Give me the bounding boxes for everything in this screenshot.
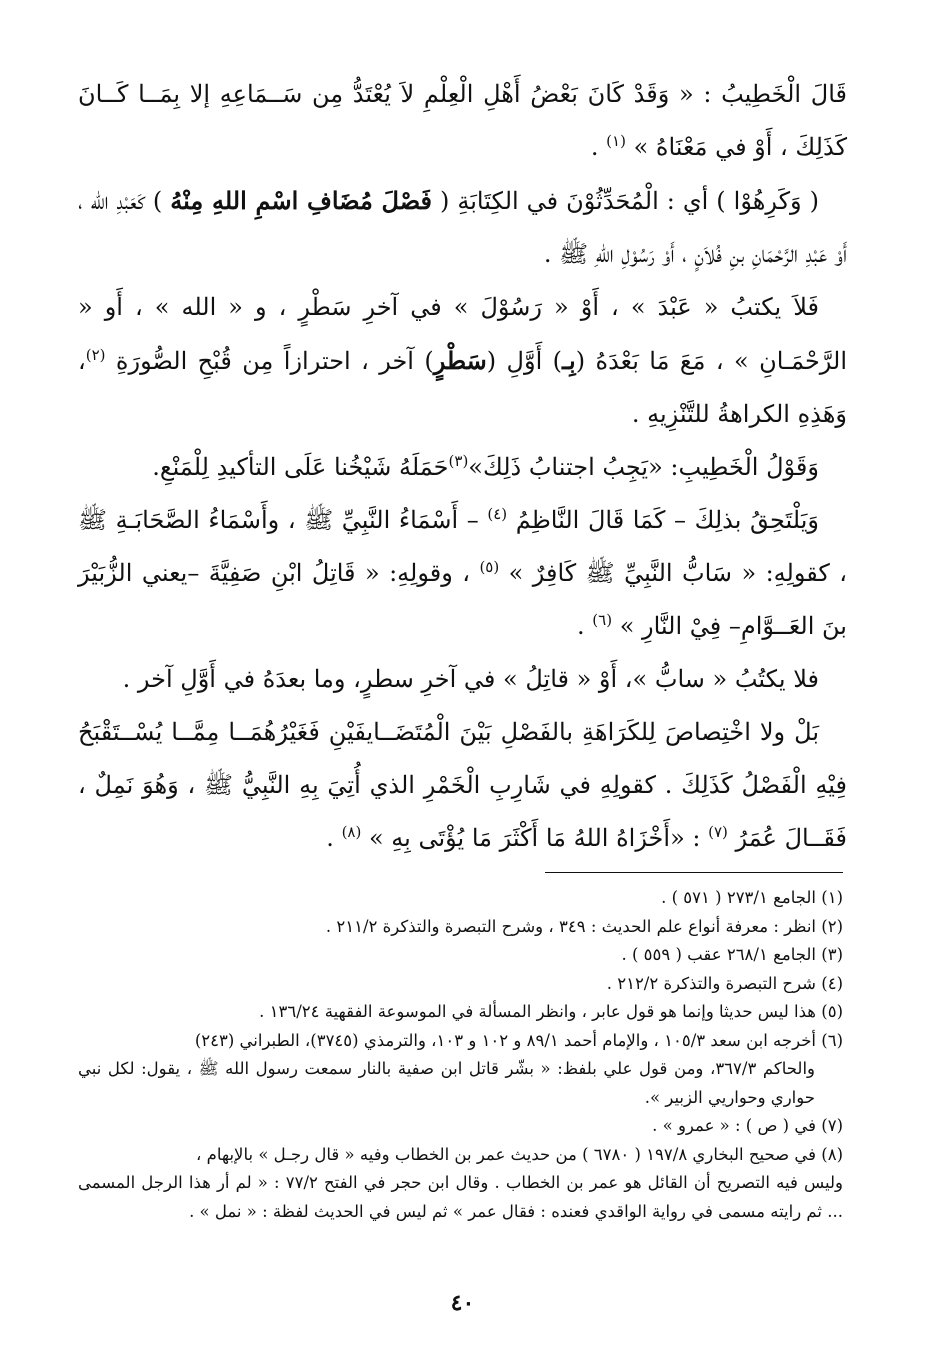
text-run: ( وَكَرِهُوْا ) أي : الْمُحَدِّثُوْنَ في الكِتَابَةِ ( — [432, 187, 819, 215]
text-run: ) كَعَبْدِ الله ، أَوْ عَبْدِ الرَّحْمَانِ بنِ فُلاَنٍ ، أَوْ رَسُوْلِ اللهِ ﷺ . — [78, 187, 847, 268]
footnote-4: (٤) شرح التبصرة والتذكرة ٢١٢/٢ . — [606, 973, 843, 993]
text-run: ، وَهَذِهِ الكراهةُ للتَّنْزِيهِ . — [78, 347, 847, 428]
text-run: . — [326, 824, 342, 852]
footnote-ref-8[interactable]: (٨) — [341, 823, 362, 841]
text-run: حَمَلَهُ شَيْخُنا عَلَى التأكيدِ لِلْمَنْعِ. — [152, 453, 449, 481]
footnote-3: (٣) الجامع ٢٦٨/١ عقب ( ٥٥٩ ) . — [621, 945, 843, 964]
paragraph-5 — [78, 494, 847, 653]
text-run: . — [577, 612, 593, 640]
text-run: ، وقولِهِ: « قَاتِلُ ابْنِ صَفِيَّةَ –يعني الزُّبَيْرَ بنَ العَــوَّامِ– فِيْ النَّارِ » — [78, 559, 847, 640]
text-run: – أَسْمَاءُ النَّبِيِّ ﷺ ، وأَسْمَاءُ الصَّحَابَـةِ ﷺ ، كقولِهِ: « سَابُّ النَّبِيِّ ﷺ كَافِرٌ » — [78, 506, 847, 587]
text-run: ) آخر ، احترازاً مِن قُبْحِ الصُّورَةِ — [105, 347, 434, 375]
footnote-8-continued: وليس فيه التصريح أن القائل هو عمر بن الخطاب . وقال ابن حجر في الفتح ٧٧/٢ : « لم أر هذا الرجل المسمى ... ثم رايته مسمى في رواية الواقدي فعنده : فقال عمر » ثم ليس في الحديث لفظة : « نمل » . — [78, 1173, 843, 1221]
footnote-2: (٢) انظر : معرفة أنواع علم الحديث : ٣٤٩ ، وشرح التبصرة والتذكرة ٢١١/٢ . — [325, 916, 843, 936]
footnote-7: (٧) في ( ص ) : « عمرو » . — [652, 1116, 843, 1135]
text-run: : «أَخْزَاهُ اللهُ مَا أَكْثَرَ مَا يُؤْتَى بِهِ » — [361, 824, 709, 852]
text-run: فَلاَ يكتبُ « عَبْدَ » ، أَوْ « رَسُوْلَ » في آخرِ سَطْرٍ ، و « الله » ، أَو « الرَّحْمَـانِ » ، مَعَ مَا بَعْدَهُ ( — [78, 293, 848, 375]
footnotes — [78, 884, 843, 1226]
text-run: وَيَلْتَحِقُ بذلِكَ – كَمَا قَالَ النَّاظِمُ — [507, 506, 820, 534]
footnote-ref-2[interactable]: (٢) — [85, 346, 106, 364]
text-run: بَلْ ولا اخْتِصاصَ لِلكَرَاهَةِ بالفَصْلِ بَيْنَ الْمُتَضَــايفَيْنِ فَغَيْرُهُمَــا مِمَّــا يُسْــتَقْبَحُ فِيْهِ الْفَصْلُ كَذَلِكَ . كقولِهِ في شَارِبِ الْخَمْرِ الذي أُتِيَ بِهِ النَّبِيُّ ﷺ ، وَهُوَ نَمِلٌ ، فَقَــالَ عُمَرُ — [78, 718, 847, 852]
text-run: وَقَوْلُ الْخَطِيبِ: «يَجِبُ اجتنابُ ذَلِكَ» — [468, 453, 819, 481]
footnote-6-continued: والحاكم ٣٦٧/٣، ومن قول علي بلفظ: « بشّر قاتل ابن صفية بالنار سمعت رسول الله ﷺ ، يقول: لكل نبي حواري وحواريي الزبير ». — [78, 1059, 816, 1107]
footnote-ref-5[interactable]: (٥) — [479, 558, 500, 576]
paragraph-6: فلا يكتُبُ « سابُّ »، أَوْ « قاتِلُ » في آخرِ سطرٍ، وما بعدَهُ في أَوَّلِ آخر . — [122, 665, 819, 693]
main-text — [78, 68, 847, 865]
paragraph-4 — [78, 441, 847, 494]
text-run: . — [590, 133, 607, 161]
footnote-ref-7[interactable]: (٧) — [708, 823, 728, 841]
footnote-ref-1[interactable]: (١) — [606, 132, 626, 150]
footnote-1: (١) الجامع ٢٧٣/١ ( ٥٧١ ) . — [661, 888, 843, 907]
paragraph-2 — [78, 174, 847, 281]
text-run: قَالَ الْخَطِيبُ : « وَقَدْ كَانَ بَعْضُ أَهْلِ الْعِلْمِ لاَ يُعْتَدُّ مِن سَــمَاعِهِ إلا بِمَــا كَــانَ كَذَلِكَ ، أَوْ في مَعْنَاهُ » — [78, 80, 847, 161]
paragraph-3 — [78, 281, 847, 441]
footnote-ref-6[interactable]: (٦) — [592, 611, 613, 629]
footnote-8: (٨) في صحيح البخاري ١٩٧/٨ ( ٦٧٨٠ ) من حديث عمر بن الخطاب وفيه « قال رجـل » بالإبهام ، — [196, 1144, 843, 1164]
bold-phrase: سَطْرٍ — [433, 346, 487, 375]
footnote-ref-4[interactable]: (٤) — [487, 505, 508, 523]
bold-phrase: فَصْلَ مُضَافِ اسْمِ اللهِ مِنْهُ — [170, 186, 432, 215]
footnote-5: (٥) هذا ليس حديثا وإنما هو قول عابر ، وانظر المسألة في الموسوعة الفقهية ١٣٦/٢٤ . — [259, 1002, 843, 1021]
paragraph-7 — [78, 706, 847, 865]
paragraph-1 — [78, 68, 847, 174]
page-number: ٤٠ — [450, 1290, 475, 1316]
bold-phrase: بِـ — [562, 346, 576, 375]
text-run: ) أَوَّلِ ( — [486, 347, 563, 375]
footnote-ref-3[interactable]: (٣) — [448, 452, 469, 470]
footnote-6: (٦) أخرجه ابن سعد ١٠٥/٣ ، والإمام أحمد ٨٩/١ و ١٠٢ و ١٠٣، والترمذي (٣٧٤٥)، الطبراني (٢٤٣) — [194, 1030, 843, 1050]
footnote-divider — [545, 872, 843, 873]
